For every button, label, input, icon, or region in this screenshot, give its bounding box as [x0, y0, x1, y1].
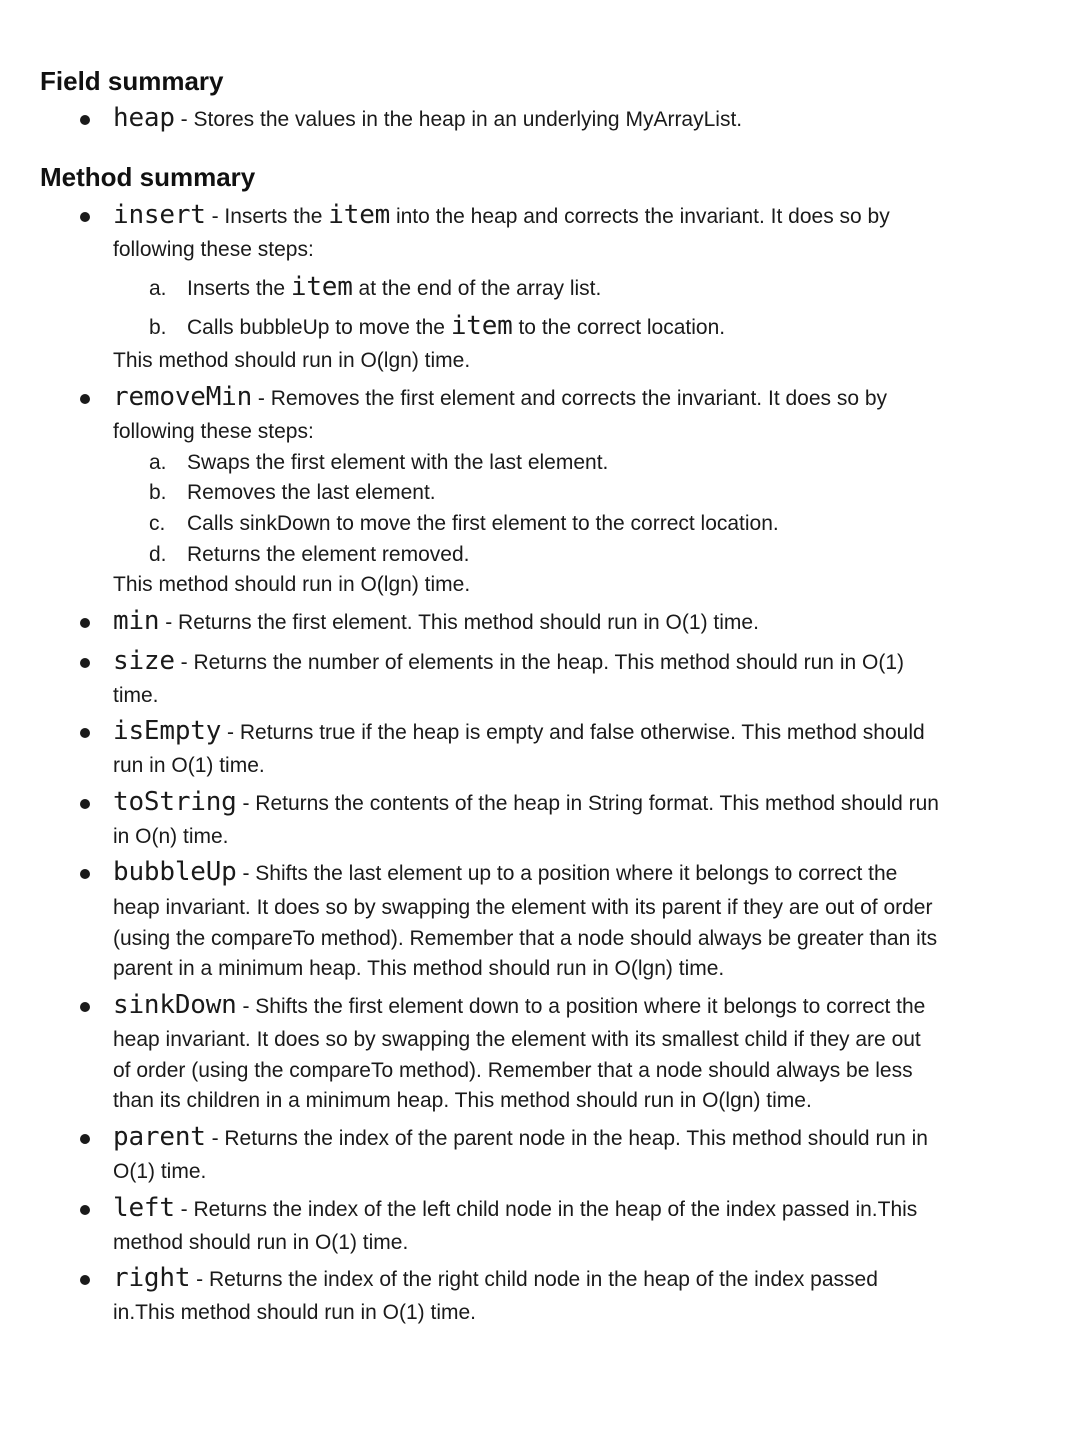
- method-name: min: [113, 606, 160, 636]
- bullet-icon: [80, 799, 90, 809]
- method-desc: - Returns true if the heap is empty and false otherwise. This method should: [221, 721, 925, 744]
- step-text: Inserts the: [187, 277, 291, 300]
- removemin-step-c: [149, 511, 779, 537]
- bullet-icon: [80, 658, 90, 668]
- step-text: at the end of the array list.: [352, 277, 602, 300]
- step-text: Swaps the first element with the last element.: [187, 451, 609, 474]
- method-min: [113, 608, 759, 636]
- method-desc-line: heap invariant. It does so by swapping the element with its smallest child if they are out: [113, 1028, 921, 1051]
- method-name: parent: [113, 1122, 206, 1152]
- method-desc: - Returns the number of elements in the heap. This method should run in O(1): [174, 651, 904, 674]
- bullet-icon: [80, 394, 90, 404]
- step-label: b.: [149, 316, 167, 339]
- method-insert: [113, 202, 890, 230]
- method-desc: - Shifts the first element down to a position where it belongs to correct the: [236, 995, 926, 1018]
- method-desc: into the heap and corrects the invariant. It does so by: [390, 205, 890, 228]
- method-left: [113, 1195, 917, 1223]
- method-name: left: [113, 1193, 175, 1223]
- insert-step-b: [149, 313, 725, 341]
- code-term: item: [328, 200, 391, 230]
- method-desc: - Returns the contents of the heap in String format. This method should run: [236, 792, 939, 815]
- method-desc-line: following these steps:: [113, 238, 314, 261]
- method-desc-line: than its children in a minimum heap. This method should run in O(lgn) time.: [113, 1089, 812, 1112]
- method-desc: - Returns the index of the parent node in the heap. This method should run in: [205, 1127, 928, 1150]
- method-desc-line: time.: [113, 684, 159, 707]
- bullet-icon: [80, 115, 90, 125]
- step-label: a.: [149, 451, 167, 474]
- removemin-step-a: [149, 450, 608, 476]
- method-desc-line: heap invariant. It does so by swapping the element with its parent if they are out of order: [113, 896, 933, 919]
- method-desc-line: in.This method should run in O(1) time.: [113, 1301, 476, 1324]
- method-desc-line: of order (using the compareTo method). Remember that a node should always be less: [113, 1059, 913, 1082]
- method-name: isEmpty: [113, 716, 222, 746]
- method-name: right: [113, 1263, 191, 1293]
- method-bubbleup: [113, 859, 897, 887]
- method-name: bubbleUp: [113, 857, 237, 887]
- method-isempty: [113, 718, 925, 746]
- method-removemin: [113, 384, 887, 412]
- field-desc: - Stores the values in the heap in an underlying MyArrayList.: [174, 108, 743, 131]
- step-text: Calls sinkDown to move the first element to the correct location.: [187, 512, 779, 535]
- method-desc-line: (using the compareTo method). Remember that a node should always be greater than its: [113, 927, 938, 950]
- step-label: a.: [149, 277, 167, 300]
- field-heap: [113, 105, 742, 133]
- step-text: Returns the element removed.: [187, 543, 470, 566]
- method-desc: - Returns the first element. This method should run in O(1) time.: [159, 611, 759, 634]
- method-size: [113, 648, 904, 676]
- step-label: b.: [149, 481, 167, 504]
- method-desc-line: run in O(1) time.: [113, 754, 265, 777]
- method-right: [113, 1265, 878, 1293]
- step-label: c.: [149, 512, 166, 535]
- method-name: toString: [113, 787, 237, 817]
- method-name: size: [113, 646, 175, 676]
- step-text: Calls bubbleUp to move the: [187, 316, 451, 339]
- method-summary-heading: Method summary: [40, 162, 256, 192]
- insert-runtime: This method should run in O(lgn) time.: [113, 349, 471, 372]
- code-term: item: [290, 272, 353, 302]
- method-tostring: [113, 789, 939, 817]
- field-summary-heading: Field summary: [40, 66, 224, 96]
- method-name: sinkDown: [113, 990, 237, 1020]
- method-desc: - Inserts the: [205, 205, 329, 228]
- method-desc-line: parent in a minimum heap. This method should run in O(lgn) time.: [113, 957, 725, 980]
- method-desc: - Returns the index of the right child node in the heap of the index passed: [190, 1268, 878, 1291]
- bullet-icon: [80, 869, 90, 879]
- method-desc: - Removes the first element and corrects the invariant. It does so by: [252, 387, 888, 410]
- method-desc-line: following these steps:: [113, 420, 314, 443]
- insert-step-a: [149, 274, 601, 302]
- method-desc: - Returns the index of the left child node in the heap of the index passed in.This: [174, 1198, 918, 1221]
- bullet-icon: [80, 212, 90, 222]
- bullet-icon: [80, 1205, 90, 1215]
- code-term: item: [450, 311, 513, 341]
- removemin-step-b: [149, 480, 436, 506]
- method-name: removeMin: [113, 382, 253, 412]
- bullet-icon: [80, 1134, 90, 1144]
- bullet-icon: [80, 1002, 90, 1012]
- bullet-icon: [80, 728, 90, 738]
- bullet-icon: [80, 1275, 90, 1285]
- method-desc-line: in O(n) time.: [113, 825, 229, 848]
- method-desc-line: O(1) time.: [113, 1160, 207, 1183]
- bullet-icon: [80, 618, 90, 628]
- step-text: Removes the last element.: [187, 481, 436, 504]
- removemin-runtime: This method should run in O(lgn) time.: [113, 573, 471, 596]
- method-name: insert: [113, 200, 206, 230]
- method-parent: [113, 1124, 928, 1152]
- method-desc: - Shifts the last element up to a position where it belongs to correct the: [236, 862, 898, 885]
- method-desc-line: method should run in O(1) time.: [113, 1231, 409, 1254]
- method-sinkdown: [113, 992, 925, 1020]
- removemin-step-d: [149, 542, 469, 568]
- field-name: heap: [113, 103, 175, 133]
- step-text: to the correct location.: [512, 316, 726, 339]
- step-label: d.: [149, 543, 167, 566]
